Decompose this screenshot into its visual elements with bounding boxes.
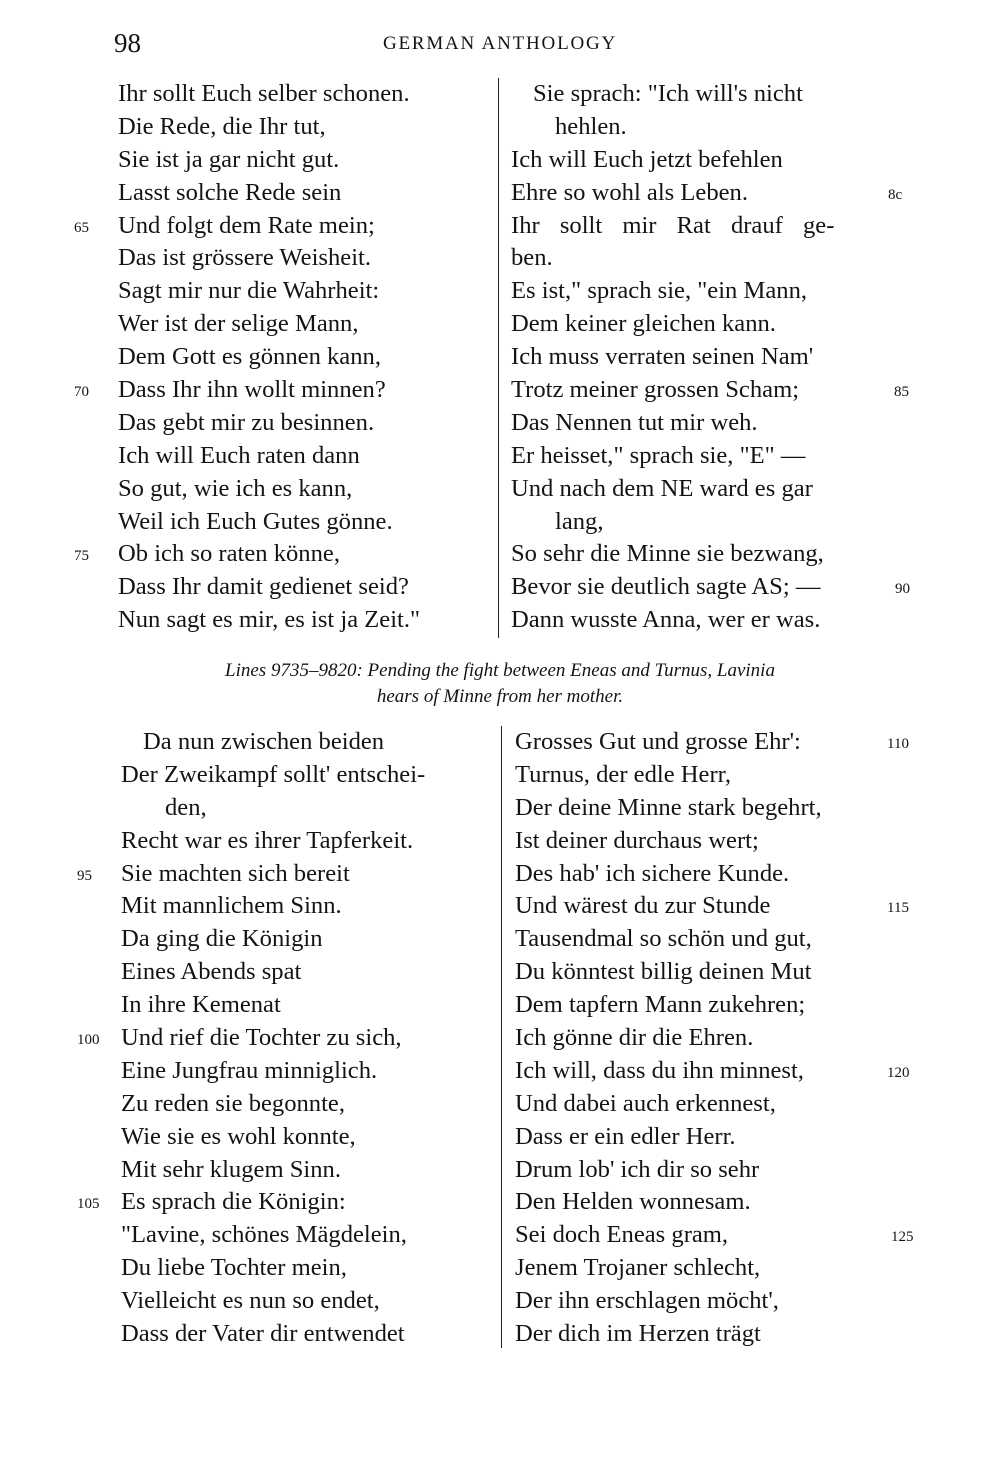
verse-line: Er heisset," sprach sie, "E" —	[511, 441, 806, 469]
verse-line: Eine Jungfrau minniglich.	[121, 1056, 378, 1084]
verse-line: In ihre Kemenat	[121, 991, 281, 1019]
line-number: 100	[77, 1032, 100, 1049]
verse-line: Ich gönne dir die Ehren.	[515, 1024, 754, 1052]
verse-line: Da ging die Königin	[121, 925, 323, 953]
verse-line: lang,	[555, 507, 604, 535]
verse-line: Dass Ihr damit gedienet seid?	[118, 573, 409, 601]
verse-line: den,	[165, 793, 207, 821]
verse-line: Sei doch Eneas gram, 125	[515, 1219, 822, 1252]
verse-line: Der ihn erschlagen möcht',	[515, 1287, 779, 1315]
line-number: 125	[891, 1229, 914, 1246]
verse-line: Das ist grössere Weisheit.	[118, 244, 372, 272]
line-number: 90	[895, 581, 910, 598]
verse-line: Dem tapfern Mann zukehren;	[515, 991, 806, 1019]
left-column	[74, 78, 421, 637]
line-number: 105	[77, 1196, 100, 1213]
verse-line: Es ist," sprach sie, "ein Mann,	[511, 277, 808, 305]
verse-line: Weil ich Euch Gutes gönne.	[118, 507, 393, 535]
section-caption	[100, 658, 900, 710]
line-number: 120	[887, 1064, 910, 1081]
verse-line: Wer ist der selige Mann,	[118, 310, 359, 338]
verse-line: Das Nennen tut mir weh.	[511, 408, 758, 436]
verse-line: Tausendmal so schön und gut,	[515, 925, 812, 953]
verse-line: Ihr sollt Euch selber schonen.	[118, 80, 410, 107]
verse-line: 95 Sie machten sich bereit	[121, 858, 425, 891]
line-number: 75	[74, 548, 89, 565]
verse-line: Mit mannlichem Sinn.	[121, 892, 342, 920]
verse-line: Und wärest du zur Stunde 115	[515, 890, 822, 923]
verse-line: Da nun zwischen beiden	[143, 728, 385, 755]
verse-line: Nun sagt es mir, es ist ja Zeit."	[118, 606, 421, 634]
verse-line: Dass er ein edler Herr.	[515, 1122, 736, 1150]
verse-line: Ich will Euch raten dann	[118, 441, 360, 469]
verse-line: Recht war es ihrer Tapferkeit.	[121, 826, 414, 854]
caption-line-1: Lines 9735–9820: Pending the fight between Eneas and Turnus, Lavinia	[225, 660, 775, 681]
verse-line: Das gebt mir zu besinnen.	[118, 408, 375, 436]
verse-line: hehlen.	[555, 112, 627, 140]
left-column	[77, 726, 426, 1351]
verse-line: Ehre so wohl als Leben. 8c	[511, 177, 834, 210]
verse-line: Dem keiner gleichen kann.	[511, 310, 776, 338]
line-number: 95	[77, 867, 92, 884]
page-number: 98	[114, 28, 141, 58]
verse-line: So gut, wie ich es kann,	[118, 474, 353, 502]
verse-line: Des hab' ich sichere Kunde.	[515, 859, 790, 887]
verse-line: Der Zweikampf sollt' entschei-	[121, 760, 426, 788]
verse-line: Sie ist ja gar nicht gut.	[118, 145, 340, 173]
right-column	[515, 726, 914, 1351]
verse-line: Wie sie es wohl konnte,	[121, 1122, 356, 1150]
verse-line: Der deine Minne stark begehrt,	[515, 793, 822, 821]
verse-line: 65 Und folgt dem Rate mein;	[118, 210, 420, 243]
verse-line: "Lavine, schönes Mägdelein,	[121, 1221, 407, 1249]
verse-line: Du könntest billig deinen Mut	[515, 958, 812, 986]
verse-line: Vielleicht es nun so endet,	[121, 1287, 380, 1315]
verse-line: Ich muss verraten seinen Nam'	[511, 343, 814, 371]
verse-line: Eines Abends spat	[121, 958, 302, 986]
right-column	[511, 78, 910, 637]
verse-line: Trotz meiner grossen Scham; 85	[511, 374, 834, 407]
verse-line: Ihr sollt mir Rat drauf ge-	[511, 211, 835, 239]
verse-line: Dann wusste Anna, wer er was.	[511, 606, 821, 634]
verse-line: Ich will, dass du ihn minnest, 120	[515, 1055, 822, 1088]
line-number: 70	[74, 384, 89, 401]
line-number: 110	[887, 736, 909, 752]
running-title: GERMAN ANTHOLOGY	[382, 33, 618, 54]
line-number: 65	[74, 219, 89, 236]
line-number: 115	[887, 900, 909, 917]
verse-line: ben.	[511, 244, 553, 272]
page-header	[0, 28, 1000, 62]
verse-line: Dem Gott es gönnen kann,	[118, 343, 381, 371]
verse-line: Ich will Euch jetzt befehlen	[511, 145, 783, 173]
column-divider	[498, 78, 499, 638]
verse-line: Lasst solche Rede sein	[118, 178, 342, 206]
verse-line: Und nach dem NE ward es gar	[511, 474, 813, 502]
verse-line: 75 Ob ich so raten könne,	[118, 538, 420, 571]
verse-line: Die Rede, die Ihr tut,	[118, 112, 326, 140]
verse-line: Ist deiner durchaus wert;	[515, 826, 759, 854]
verse-line: Jenem Trojaner schlecht,	[515, 1254, 761, 1282]
caption-line-2: hears of Minne from her mother.	[376, 686, 624, 707]
verse-line: Dass der Vater dir entwendet	[121, 1320, 405, 1348]
verse-line: Turnus, der edle Herr,	[515, 760, 731, 788]
verse-line: Grosses Gut und grosse Ehr': 110	[515, 726, 822, 759]
verse-line: 70 Dass Ihr ihn wollt minnen?	[118, 374, 420, 407]
verse-line: Und dabei auch erkennest,	[515, 1089, 776, 1117]
verse-line: Drum lob' ich dir so sehr	[515, 1155, 760, 1183]
verse-line: So sehr die Minne sie bezwang,	[511, 540, 824, 568]
verse-line: Der dich im Herzen trägt	[515, 1320, 761, 1348]
verse-line: Bevor sie deutlich sagte AS; — 90	[511, 571, 834, 604]
line-number: 8c	[888, 186, 903, 203]
verse-line: 105 Es sprach die Königin:	[121, 1186, 425, 1219]
verse-line: Zu reden sie begonnte,	[121, 1089, 345, 1117]
verse-line: Du liebe Tochter mein,	[121, 1254, 347, 1282]
verse-line: Den Helden wonnesam.	[515, 1188, 751, 1216]
verse-line: Mit sehr klugem Sinn.	[121, 1155, 341, 1183]
verse-line: Sagt mir nur die Wahrheit:	[118, 277, 380, 305]
verse-line: 100 Und rief die Tochter zu sich,	[121, 1022, 425, 1055]
verse-line: Sie sprach: "Ich will's nicht	[533, 80, 803, 107]
column-divider	[501, 726, 502, 1348]
line-number: 85	[894, 384, 909, 401]
